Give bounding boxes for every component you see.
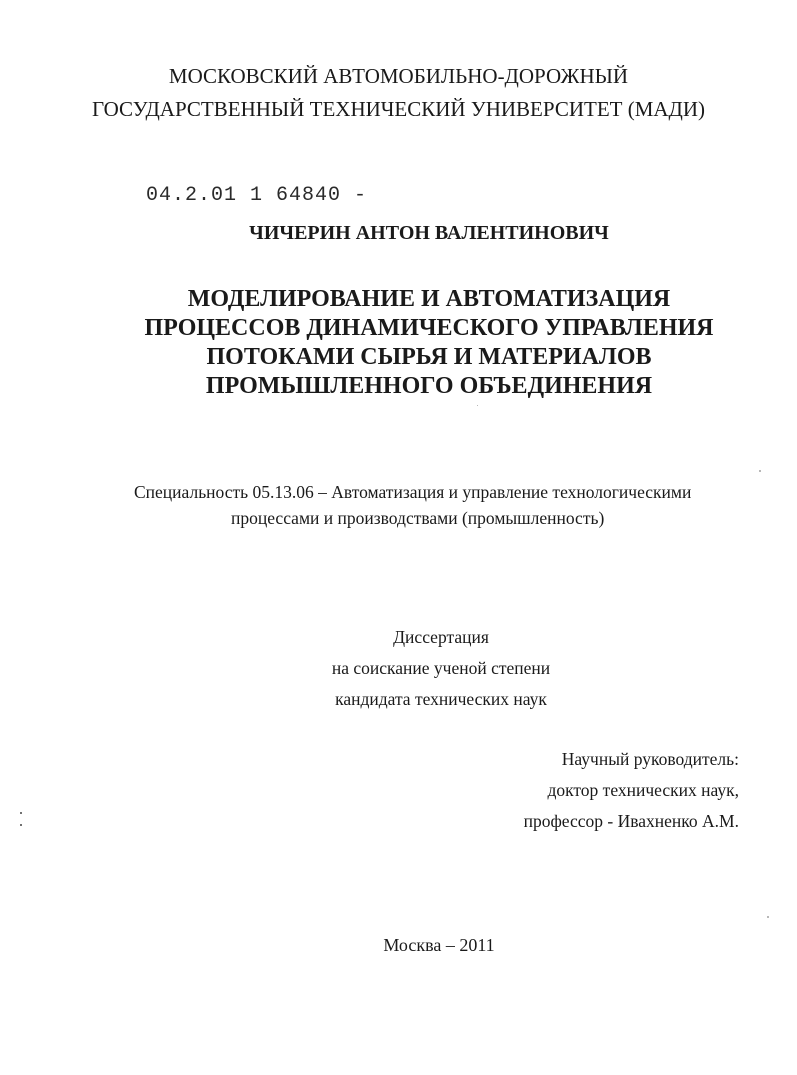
supervisor-name: профессор - Ивахненко А.М.: [523, 811, 739, 831]
scan-speck: [20, 824, 22, 826]
supervisor-label: Научный руководитель:: [561, 749, 739, 769]
title-line-2: ПРОЦЕССОВ ДИНАМИЧЕСКОГО УПРАВЛЕНИЯ: [144, 315, 714, 341]
university-name-line-2: ГОСУДАРСТВЕННЫЙ ТЕХНИЧЕСКИЙ УНИВЕРСИТЕТ (МАДИ): [91, 97, 706, 121]
title-line-4: ПРОМЫШЛЕННОГО ОБЪЕДИНЕНИЯ: [205, 373, 653, 399]
degree-purpose: на соискание ученой степени: [331, 658, 551, 678]
supervisor-degree: доктор технических наук,: [547, 780, 739, 800]
title-line-3: ПОТОКАМИ СЫРЬЯ И МАТЕРИАЛОВ: [206, 344, 652, 370]
degree-name: кандидата технических наук: [335, 689, 547, 709]
scan-speck: [759, 470, 761, 472]
title-line-1: МОДЕЛИРОВАНИЕ И АВТОМАТИЗАЦИЯ: [187, 286, 671, 312]
specialty-line-2: процессами и производствами (промышленность): [231, 508, 605, 528]
registration-stamp: 04.2.01 1 64840 -: [146, 184, 368, 207]
scan-speck: [767, 916, 769, 918]
scan-speck: [20, 812, 22, 814]
university-name-line-1: МОСКОВСКИЙ АВТОМОБИЛЬНО-ДОРОЖНЫЙ: [168, 64, 629, 88]
dissertation-label: Диссертация: [393, 627, 489, 647]
specialty-line-1: Специальность 05.13.06 – Автоматизация и управление технологическими: [134, 482, 692, 502]
scan-speck: [477, 405, 478, 406]
city-year: Москва – 2011: [383, 935, 495, 955]
author-name: ЧИЧЕРИН АНТОН ВАЛЕНТИНОВИЧ: [249, 222, 609, 244]
